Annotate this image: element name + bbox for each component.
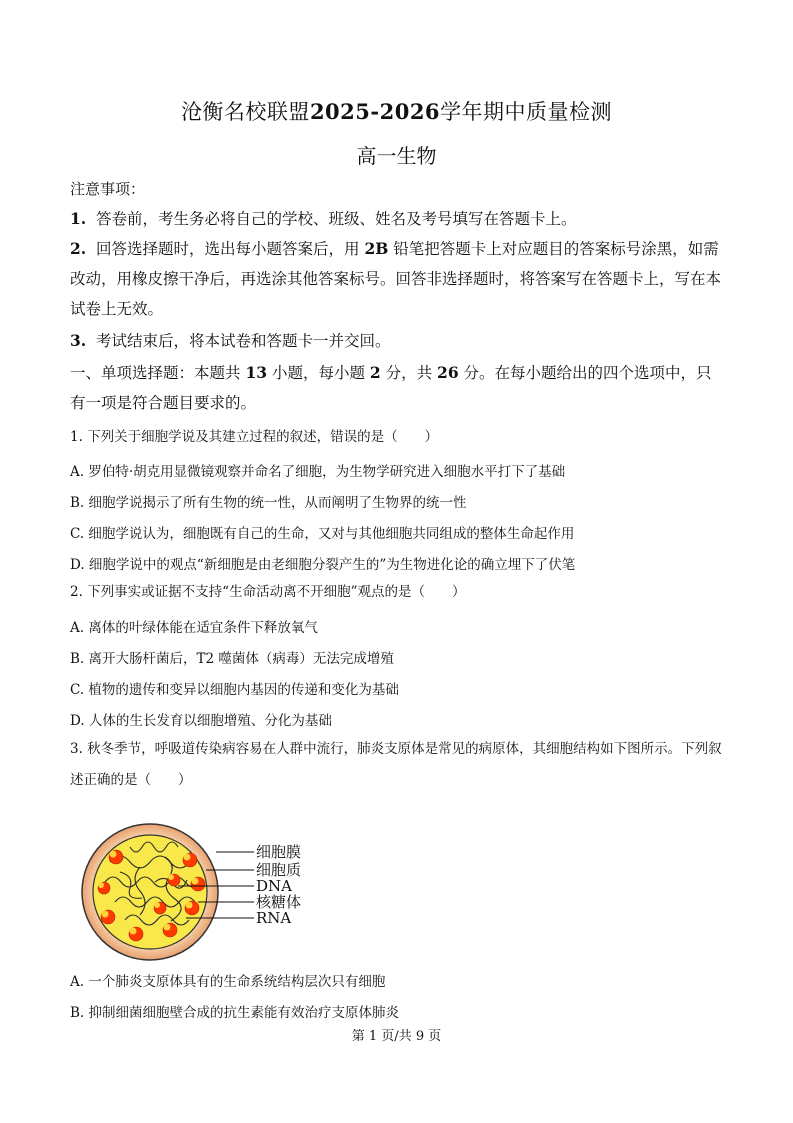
- question-2-option-c: C. 植物的遗传和变异以细胞内基因的传递和变化为基础: [70, 682, 399, 698]
- notice-item-2: [70, 234, 726, 324]
- notice-item-1: [70, 204, 726, 234]
- question-1-option-a: A. 罗伯特·胡克用显微镜观察并命名了细胞，为生物学研究进入细胞水平打下了基础: [70, 464, 566, 480]
- question-2-option-a: A. 离体的叶绿体能在适宜条件下释放氧气: [70, 620, 318, 636]
- exam-title: [0, 96, 793, 126]
- title-prefix: 沧衡名校联盟: [180, 100, 310, 124]
- question-1-stem: 1. 下列关于细胞学说及其建立过程的叙述，错误的是（ ）: [70, 429, 439, 445]
- cell-diagram-svg: [70, 822, 320, 962]
- label-cytoplasm: 细胞质: [256, 861, 302, 879]
- question-2-stem: 2. 下列事实或证据不支持“生命活动离不开细胞”观点的是（ ）: [70, 584, 466, 600]
- notice-num: 1.: [70, 209, 87, 228]
- notice-item-3: [70, 326, 726, 356]
- question-1-option-c: C. 细胞学说认为，细胞既有自己的生命，又对与其他细胞共同组成的整体生命起作用: [70, 526, 575, 542]
- notice-text-post: 铅笔把答题卡上对应题目的答案标号涂黑，如需改动，用橡皮擦干净后，再选涂其他答案标号。回答非选择题时，将答案写在答题卡上，写在本试卷上无效。: [70, 240, 722, 318]
- notice-num: 2.: [70, 239, 87, 258]
- notice-heading: 注意事项：: [70, 180, 146, 198]
- title-year: 2025-2026: [309, 99, 441, 124]
- points-each: 2: [369, 363, 381, 382]
- title-suffix: 学年期中质量检测: [440, 100, 613, 124]
- section-heading: [70, 358, 726, 418]
- pencil-grade: 2B: [364, 239, 389, 258]
- label-dna: DNA: [256, 877, 292, 895]
- page-footer: 第 1 页/共 9 页: [351, 1029, 442, 1044]
- question-3-option-a: A. 一个肺炎支原体具有的生命系统结构层次只有细胞: [70, 974, 386, 990]
- notice-num: 3.: [70, 331, 87, 350]
- section-text: 小题，每小题: [267, 364, 370, 382]
- question-1-option-b: B. 细胞学说揭示了所有生物的统一性，从而阐明了生物界的统一性: [70, 495, 467, 511]
- label-ribosome: 核糖体: [256, 893, 302, 911]
- section-text: 分。在每小题给出的四个选项中，只有一项是符合题目要求的。: [70, 364, 712, 412]
- mycoplasma-cell-diagram: [70, 822, 320, 962]
- notice-text: 考试结束后，将本试卷和答题卡一并交回。: [96, 332, 391, 350]
- label-rna: RNA: [256, 909, 292, 927]
- section-text: 分，共: [380, 364, 438, 382]
- question-2-option-b: B. 离开大肠杆菌后，T2 噬菌体（病毒）无法完成增殖: [70, 651, 394, 667]
- subject-title: 高一生物: [356, 144, 437, 168]
- question-count: 13: [245, 363, 268, 382]
- points-total: 26: [437, 363, 459, 382]
- question-1-option-d: D. 细胞学说中的观点“新细胞是由老细胞分裂产生的”为生物进化论的确立埋下了伏笔: [70, 557, 576, 573]
- notice-text-pre: 回答选择题时，选出每小题答案后，用: [96, 240, 365, 258]
- label-cell-membrane: 细胞膜: [256, 843, 302, 861]
- question-3-stem: 3. 秋冬季节，呼吸道传染病容易在人群中流行，肺炎支原体是常见的病原体，其细胞结构如下图所示。下列叙述正确的是（ ）: [70, 741, 722, 788]
- section-text: 一、单项选择题：本题共: [70, 364, 246, 382]
- notice-text: 答卷前，考生务必将自己的学校、班级、姓名及考号填写在答题卡上。: [96, 210, 577, 228]
- question-2-option-d: D. 人体的生长发育以细胞增殖、分化为基础: [70, 713, 332, 729]
- question-3-option-b: B. 抑制细菌细胞壁合成的抗生素能有效治疗支原体肺炎: [70, 1005, 400, 1021]
